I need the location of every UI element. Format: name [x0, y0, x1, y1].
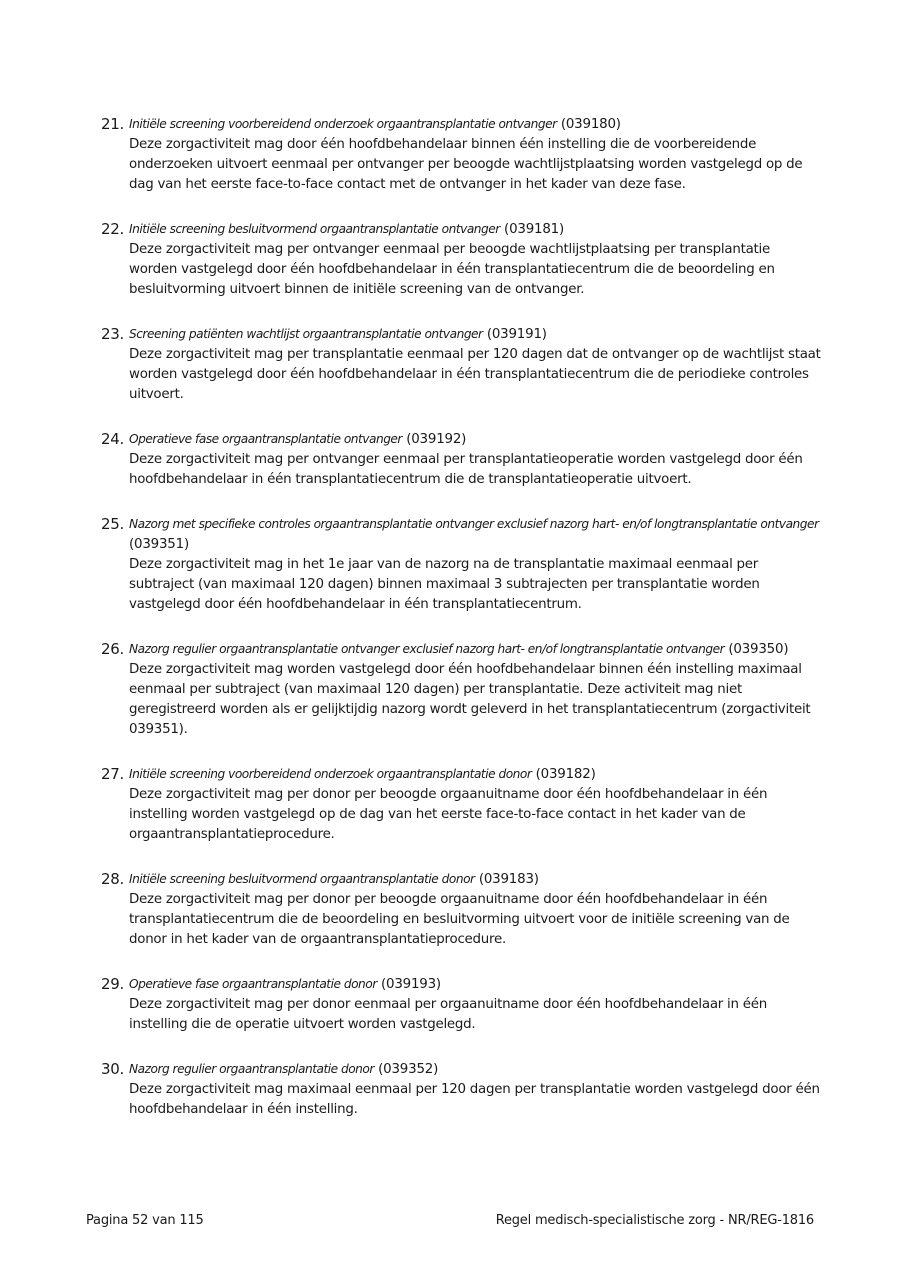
item-number: 22. — [101, 220, 124, 238]
item-body: Deze zorgactiviteit mag per ontvanger eenmaal per beoogde wachtlijstplaatsing per transplantatie worden vastgelegd door één hoofdbehandelaar in één transplantatiecentrum die de beoordeling en besluitvorming uitvoert binnen de initiële screening van de ontvanger. — [129, 242, 775, 297]
item-title: Screening patiënten wachtlijst orgaantransplantatie ontvanger — [129, 327, 483, 341]
item-number: 29. — [101, 975, 124, 993]
item-number: 23. — [101, 325, 124, 343]
item-number: 24. — [101, 430, 124, 448]
item-body: Deze zorgactiviteit mag per donor per beoogde orgaanuitname door één hoofdbehandelaar in één instelling worden vastgelegd op de dag van het eerste face-to-face contact in het kader van de orgaantransplantatieprocedure. — [129, 787, 768, 842]
item-body: Deze zorgactiviteit mag per donor eenmaal per orgaanuitname door één hoofdbehandelaar in één instelling die de operatie uitvoert worden vastgelegd. — [129, 997, 767, 1032]
item-code: (039180) — [560, 117, 621, 132]
page-number: Pagina 52 van 115 — [86, 1213, 204, 1228]
item-body: Deze zorgactiviteit mag per transplantatie eenmaal per 120 dagen dat de ontvanger op de wachtlijst staat worden vastgelegd door één hoofdbehandelaar in één transplantatiecentrum die de periodieke controles uitvoert. — [129, 347, 821, 402]
item-body: Deze zorgactiviteit mag in het 1e jaar van de nazorg na de transplantatie maximaal eenmaal per subtraject (van maximaal 120 dagen) binnen maximaal 3 subtrajecten per transplantatie worden vastgelegd door één hoofdbehandelaar in één transplantatiecentrum. — [129, 557, 760, 612]
item-code: (039351) — [129, 537, 189, 552]
item-title: Initiële screening voorbereidend onderzoek orgaantransplantatie donor — [129, 767, 532, 781]
item-body: Deze zorgactiviteit mag per ontvanger eenmaal per transplantatieoperatie worden vastgelegd door één hoofdbehandelaar in één transplantatiecentrum die de transplantatieoperatie uitvoert. — [129, 452, 803, 487]
item-body: Deze zorgactiviteit mag per donor per beoogde orgaanuitname door één hoofdbehandelaar in één transplantatiecentrum die de beoordeling en besluitvorming uitvoert voor de initiële screening van de donor in het kader van de orgaantransplantatieprocedure. — [129, 892, 790, 947]
item-code: (039181) — [504, 222, 565, 237]
item-number: 27. — [101, 765, 124, 783]
item-code: (039191) — [486, 327, 547, 342]
item-title: Nazorg regulier orgaantransplantatie donor — [129, 1062, 374, 1076]
document-content — [101, 114, 821, 1144]
list-item — [101, 324, 821, 405]
item-code: (039182) — [535, 767, 596, 782]
item-number: 21. — [101, 115, 124, 133]
item-code: (039192) — [406, 432, 467, 447]
list-item — [101, 1059, 821, 1120]
item-title: Nazorg regulier orgaantransplantatie ontvanger exclusief nazorg hart- en/of longtransplantatie ontvanger — [129, 642, 725, 656]
item-code: (039350) — [728, 642, 789, 657]
item-title: Initiële screening besluitvormend orgaantransplantatie ontvanger — [129, 222, 500, 236]
document-reference: Regel medisch-specialistische zorg - NR/REG-1816 — [495, 1213, 814, 1228]
item-code: (039352) — [378, 1062, 439, 1077]
item-code: (039183) — [478, 872, 539, 887]
item-body: Deze zorgactiviteit mag maximaal eenmaal per 120 dagen per transplantatie worden vastgelegd door één hoofdbehandelaar in één instelling. — [129, 1082, 820, 1117]
item-number: 25. — [101, 515, 124, 533]
list-item — [101, 114, 821, 195]
item-title: Initiële screening voorbereidend onderzoek orgaantransplantatie ontvanger — [129, 117, 557, 131]
item-body: Deze zorgactiviteit mag worden vastgelegd door één hoofdbehandelaar binnen één instelling maximaal eenmaal per subtraject (van maximaal 120 dagen) per transplantatie. Deze activiteit mag niet geregistreerd worden als er gelijktijdig nazorg wordt geleverd in het transplantatiecentrum (zorgactiviteit 039351). — [129, 662, 811, 737]
item-number: 26. — [101, 640, 124, 658]
list-item — [101, 429, 821, 490]
list-item — [101, 514, 821, 615]
item-title: Operatieve fase orgaantransplantatie donor — [129, 977, 377, 991]
list-item — [101, 869, 821, 950]
item-number: 28. — [101, 870, 124, 888]
list-item — [101, 974, 821, 1035]
item-body: Deze zorgactiviteit mag door één hoofdbehandelaar binnen één instelling die de voorbereidende onderzoeken uitvoert eenmaal per ontvanger per beoogde wachtlijstplaatsing worden vastgelegd op de dag van het eerste face-to-face contact met de ontvanger in het kader van deze fase. — [129, 137, 803, 192]
item-title: Operatieve fase orgaantransplantatie ontvanger — [129, 432, 402, 446]
item-title: Nazorg met specifieke controles orgaantransplantatie ontvanger exclusief nazorg hart- en/of longtransplantatie ontvanger — [129, 517, 819, 531]
list-item — [101, 639, 821, 740]
item-number: 30. — [101, 1060, 124, 1078]
list-item — [101, 764, 821, 845]
list-item — [101, 219, 821, 300]
item-code: (039193) — [380, 977, 441, 992]
item-title: Initiële screening besluitvormend orgaantransplantatie donor — [129, 872, 475, 886]
